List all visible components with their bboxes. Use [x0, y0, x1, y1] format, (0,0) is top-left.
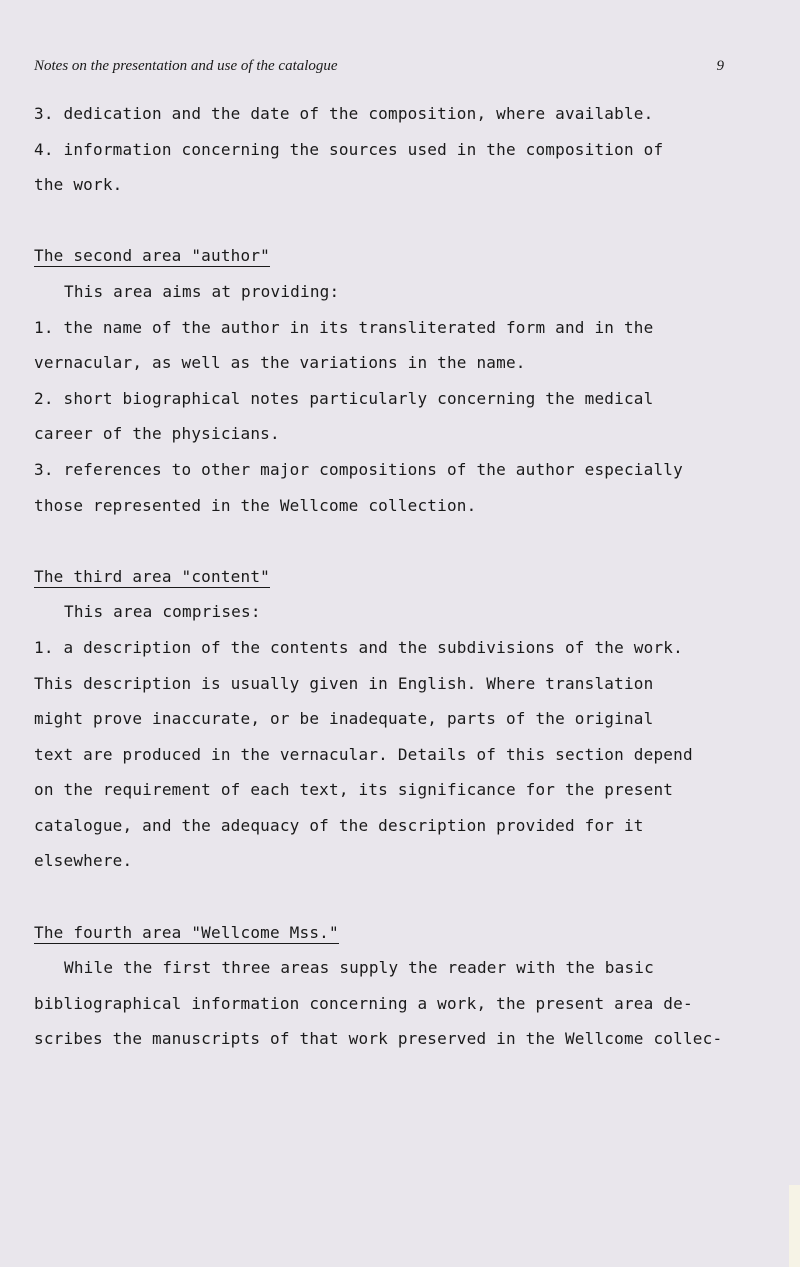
scan-edge	[789, 1185, 800, 1267]
paragraph-line: This description is usually given in English. Where translation	[34, 673, 654, 693]
section-heading-author: The second area "author"	[34, 246, 270, 266]
intro-item-4-cont: the work.	[34, 175, 123, 195]
paragraph-line: scribes the manuscripts of that work preserved in the Wellcome collec-	[34, 1029, 723, 1049]
paragraph-line: This area aims at providing:	[64, 281, 340, 301]
section-heading-wellcome-mss: The fourth area "Wellcome Mss."	[34, 922, 339, 942]
paragraph-line: text are produced in the vernacular. Details of this section depend	[34, 744, 693, 764]
paragraph-line: bibliographical information concerning a work, the present area de-	[34, 993, 693, 1013]
paragraph-line: While the first three areas supply the reader with the basic	[64, 958, 654, 978]
intro-item-4: 4. information concerning the sources used in the composition of	[34, 139, 664, 159]
paragraph-line: might prove inaccurate, or be inadequate, parts of the original	[34, 709, 654, 729]
paragraph-line: vernacular, as well as the variations in the name.	[34, 353, 526, 373]
section-heading-content: The third area "content"	[34, 566, 270, 586]
paragraph-line: elsewhere.	[34, 851, 133, 871]
paragraph-line: This area comprises:	[64, 602, 261, 622]
paragraph-line: those represented in the Wellcome collection.	[34, 495, 477, 515]
intro-item-3: 3. dedication and the date of the composition, where available.	[34, 104, 654, 123]
paragraph-line: 2. short biographical notes particularly concerning the medical	[34, 388, 654, 408]
paragraph-line: 1. a description of the contents and the subdivisions of the work.	[34, 637, 683, 657]
paragraph-line: 3. references to other major compositions of the author especially	[34, 459, 683, 479]
running-head-title: Notes on the presentation and use of the catalogue	[34, 58, 338, 74]
paragraph-line: career of the physicians.	[34, 424, 280, 444]
page-number: 9	[716, 58, 724, 74]
paragraph-line: on the requirement of each text, its significance for the present	[34, 780, 674, 800]
paragraph-line: 1. the name of the author in its transliterated form and in the	[34, 317, 654, 337]
paragraph-line: catalogue, and the adequacy of the description provided for it	[34, 815, 644, 835]
page-body	[34, 96, 764, 1057]
